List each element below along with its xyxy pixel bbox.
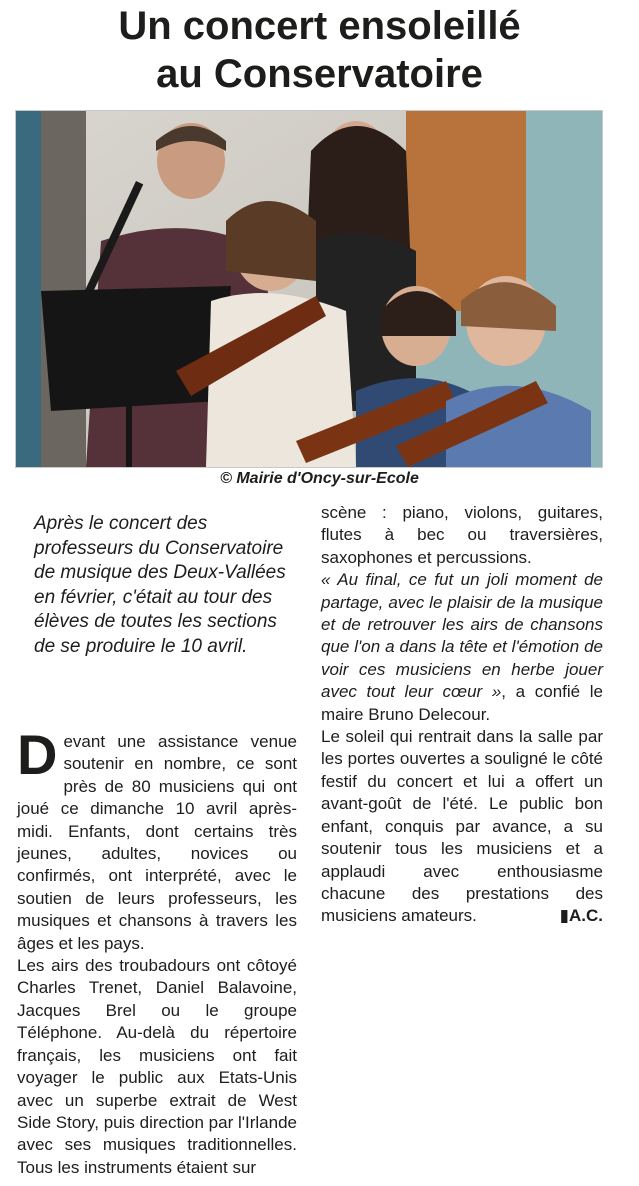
- drop-cap: D: [17, 723, 58, 786]
- headline-line-1: Un concert ensoleillé: [118, 4, 521, 48]
- headline: [10, 2, 629, 98]
- headline-line-2: au Conservatoire: [156, 52, 483, 96]
- concert-photo: [15, 110, 603, 468]
- photo-credit: © Mairie d'Oncy-sur-Ecole: [220, 470, 419, 487]
- paragraph-2: Les airs des troubadours ont côtoyé Charles Trenet, Daniel Balavoine, Jacques Brel ou le groupe Téléphone. Au-delà du répertoire français, les musiciens ont fait voyager le public aux Etats-Unis avec un superbe extrait de West Side Story, puis direction par l'Irlande avec ses musiques traditionnelles. Tous les instruments étaient sur: [17, 956, 297, 1177]
- quote-paragraph: [321, 569, 603, 726]
- paragraph-2-continued: scène : piano, violons, guitares, flutes à bec ou traversières, saxophones et percussions.: [321, 503, 603, 567]
- column-left: [17, 723, 297, 1179]
- quote-attribution: , a confié le maire Bruno Delecour.: [321, 682, 603, 724]
- mayor-quote: « Au final, ce fut un joli moment de partage, avec le plaisir de la musique et de retrouver les airs de chansons que l'on a dans la tête et l'émotion de voir ces musiciens en herbe jouer avec tout leur cœur »: [321, 570, 603, 702]
- paragraph-1-text: evant une assistance venue soutenir en nombre, ce sont près de 80 musiciens qui ont joué ce dimanche 10 avril après-midi. Enfants, dont certains très jeunes, adultes, novices ou confirmés, ont interprété, avec le soutien de leurs professeurs, les musiques et chansons à travers les âges et les pays.: [17, 732, 297, 953]
- paragraph-4: [321, 726, 603, 928]
- column-right: [321, 502, 603, 928]
- paragraph-1: [17, 723, 297, 955]
- paragraph-4-text: Le soleil qui rentrait dans la salle par les portes ouvertes a souligné le côté festif du concert et lui a offert un avant-goût de l'été. Le public bon enfant, conquis par avance, a su soutenir tous les musiciens et a applaudi avec enthousiasme chacune des prestations des musiciens amateurs.: [321, 727, 603, 926]
- lead-paragraph: Après le concert des professeurs du Conservatoire de musique des Deux-Vallées en février, c'était au tour des élèves de toutes les sections de se produire le 10 avril.: [34, 513, 286, 657]
- author-signoff: ▮A.C.: [559, 906, 603, 926]
